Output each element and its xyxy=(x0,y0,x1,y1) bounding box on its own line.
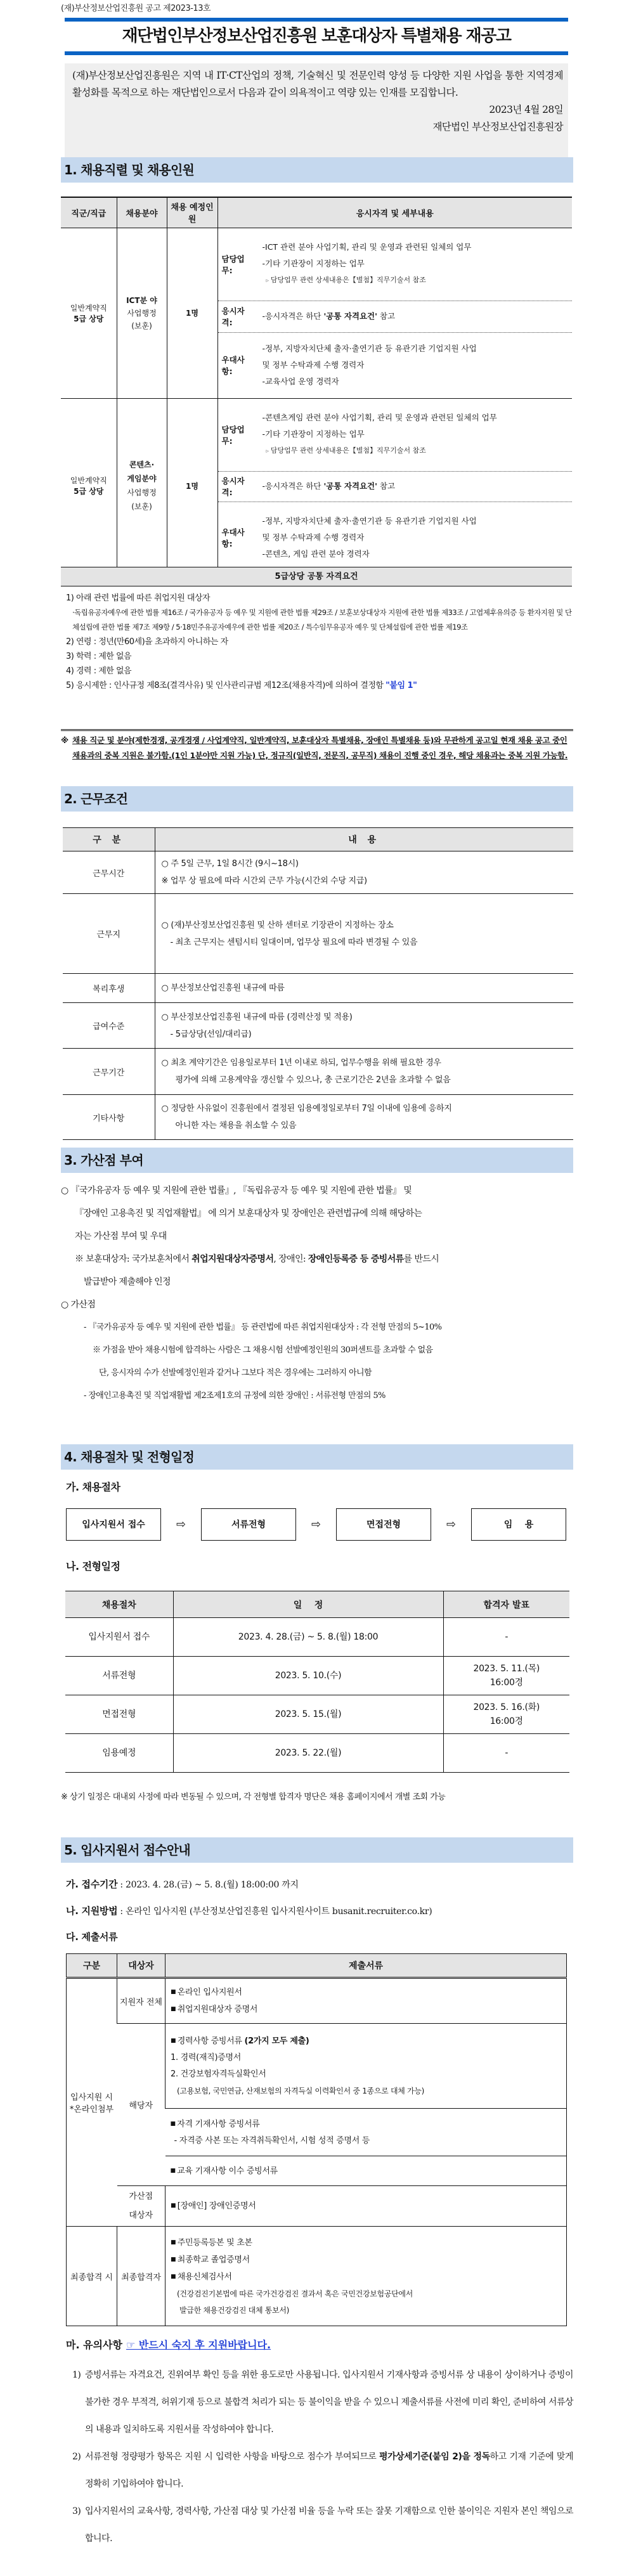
procedure-flow xyxy=(66,1508,573,1541)
application-method: 나. 지원방법 : 온라인 입사지원 (부산정보산업진흥원 입사지원사이트 busanit.recruiter.co.kr) xyxy=(66,1905,432,1917)
qual-block: 응시자격: -응시자격은 하단 '공통 자격요건' 참고 xyxy=(218,301,573,333)
docs-row-career: 해당자 ■ 경력사항 증빙서류 (2가지 모두 제출) 1. 경력(재직)증명서 2. 건강보험자격득실확인서 (고용보험, 국민연금, 산재보험의 자격득실 이력확인서 중 1종으로 대체 가능) xyxy=(67,2024,567,2109)
duty-note: ▹ 담당업무 관련 상세내용은【별첨】직무기술서 참조 xyxy=(263,272,569,289)
work-conditions-table: 구 분 내 용 근무시간 ○ 주 5일 근무, 1일 8시간 (9시~18시) ※ 업무 상 필요에 따라 시간외 근무 가능(시간외 수당 지급) 근무지 ○ (재)부산정보산업진흥원 및 산하 센터로 기장관이 지정하는 장소 - 최초 근무지는 센텀시티 일대이며, 업무상 필요에 따라 변경될 수 있음 복리후생 ○ 부산정보산업진흥원 내규에 따름 급여수준 ○ 부산정보산업진흥원 내규에 따름 (경력산정 및 적용) - 5급상당(선임/대리급) 근무기간 ○ 최초 계약기간은 임용일로부터 1년 이내로 하되, 업무수행을 위해 필요한 경우 평가에 의해 고용계약을 갱신할 수 있으나, 총 근로기간은 2년을 초과할 수 없음 기타사항 ○ 정당한 사유없이 진흥원에서 결정된 임용예정일로부터 7일 이내에 임용에 응하지 아니한 자는 채용을 취소할 수 있음 xyxy=(63,827,573,1140)
flow-step-interview: 면접전형 xyxy=(336,1508,431,1541)
bonus-points-text: ○ 『국가유공자 등 예우 및 지원에 관한 법률』, 『독립유공자 등 예우 및 지원에 관한 법률』 및 『장애인 고용촉진 및 직업재활법』 에 의거 보훈대상자 및 장애인은 관련법규에 의해 해당하는 자는 가산점 부여 및 우대 ※ 보훈대상자: 국가보훈처에서 취업지원대상자증명서, 장애인: 장애인등록증 등 증빙서류를 반드시 발급받아 제출해야 인정 ○ 가산점 - 『국가유공자 등 예우 및 지원에 관한 법률』 등 관련법에 따른 취업지원대상자 : 각 전형 만점의 5~10% ※ 가점을 받아 채용시험에 합격하는 사람은 그 채용시험 선발예정인원의 30퍼센트를 초과할 수 없음 단, 응시자의 수가 선발예정인원과 같거나 그보다 적은 경우에는 그러하지 아니함 - 장애인고용촉진 및 직업재활법 제2조제1호의 규정에 의한 장애인 : 서류전형 만점의 5% xyxy=(61,1186,442,1401)
caution-item: 2) 서류전형 정량평가 항목은 지원 시 입력한 사항을 바탕으로 점수가 부여되므로 평가상세기준(붙임 2)을 정독하고 기재 기준에 맞게 정확히 기입하여야 합니다. xyxy=(72,2452,573,2489)
title-block xyxy=(65,18,568,55)
documents-table: 구분 대상자 제출서류 입사지원 시 *온라인첨부 지원자 전체 ■ 온라인 입사지원서 ■ 취업지원대상자 증명서 해당자 ■ 경력사항 증빙서류 (2가지 모두 제출) 1. 경력(재직)증명서 2. 건강보험자격득실확인서 (고용보험, 국민연금, 산재보험의 자격득실 이력확인서 중 1종으로 대체 가능) ■ 자격 기재사항 증빙서류 - 자격증 사본 또는 자격취득확인서, 시험 성적 증명서 등 ■ 교육 기재사항 이수 증빙서류 가산점 대상자 ■ [장애인] 장애인증명서 최종합격 시 최종합격자 ■ 주민등록등본 및 초본 ■ 최종학교 졸업증명서 ■ 채용신체검사서 (건강검진기본법에 따른 국가건강검진 결과서 혹은 국민건강보험공단에서 발급한 채용건강검진 대체 통보서) xyxy=(66,1953,567,2326)
schedule-table: 채용절차 일 정 합격자 발표 입사지원서 접수 2023. 4. 28.(금) ~ 5. 8.(월) 18:00 - 서류전형 2023. 5. 10.(수) 2023. 5. 11.(목) 16:00경 면접전형 2023. 5. 15.(월) 2023. 5. 16.(화) 16:00경 임용예정 2023. 5. 22.(월) - xyxy=(65,1591,569,1773)
flow-step-hire: 임 용 xyxy=(471,1508,566,1541)
job-grade: 일반계약직 5급 상당 xyxy=(61,398,117,573)
schedule-row: 임용예정 2023. 5. 22.(월) - xyxy=(65,1734,569,1773)
job-detail xyxy=(217,228,572,398)
docs-row-edu: ■ 교육 기재사항 이수 증빙서류 xyxy=(67,2156,567,2186)
job-grade: 일반계약직 5급 상당 xyxy=(61,228,117,398)
docs-row-bonus: 가산점 대상자 ■ [장애인] 장애인증명서 xyxy=(67,2186,567,2227)
caution-link[interactable]: ☞ 반드시 숙지 후 지원바랍니다. xyxy=(126,2339,271,2351)
law-list: ·독립유공자예우에 관한 법률 제16조 / 국가유공자 등 예우 및 지원에 관한 법률 제29조 / 보훈보상대상자 지원에 관한 법률 제33조 / 고엽제후유의증 등 환자지원 및 단체설립에 관한 법률 제7조 제9항 / 5·18민주유공자예우에 관한 법률 제20조 / 특수임무유공자 예우 및 단체설립에 관한 법률 제19조 xyxy=(72,608,572,631)
row-workplace: 근무지 ○ (재)부산정보산업진흥원 및 산하 센터로 기장관이 지정하는 장소 - 최초 근무지는 센텀시티 일대이며, 업무상 필요에 따라 변경될 수 있음 xyxy=(63,894,573,974)
duty-block: 담당업무: -ICT 관련 분야 사업기획, 관리 및 운영과 관련된 일체의 업무 -기타 기관장이 지정하는 업무 ▹ 담당업무 관련 상세내용은【별첨】직무기술서 참조 xyxy=(218,228,573,301)
attachment-1-link[interactable]: "붙임 1" xyxy=(386,681,417,690)
caution-list xyxy=(72,2362,573,2553)
flow-step-apply: 입사지원서 접수 xyxy=(66,1508,161,1541)
application-period: 가. 접수기간 : 2023. 4. 28.(금) ~ 5. 8.(월) 18:00:00 까지 xyxy=(66,1879,299,1890)
row-welfare: 복리후생 ○ 부산정보산업진흥원 내규에 따름 xyxy=(63,974,573,1003)
flow-step-document: 서류전형 xyxy=(201,1508,296,1541)
docs-row-all: 입사지원 시 *온라인첨부 지원자 전체 ■ 온라인 입사지원서 ■ 취업지원대상자 증명서 xyxy=(67,1978,567,2024)
arrow-right-icon: ⇨ xyxy=(176,1517,186,1531)
page-title: 재단법인부산정보산업진흥원 보훈대상자 특별채용 재공고 xyxy=(122,27,511,46)
procedure-subheading: 가. 채용절차 xyxy=(66,1481,120,1493)
th-grade: 직군/직급 xyxy=(61,197,117,228)
job-detail xyxy=(217,398,572,573)
docs-row-final: 최종합격 시 최종합격자 ■ 주민등록등본 및 초본 ■ 최종학교 졸업증명서 ■ 채용신체검사서 (건강검진기본법에 따른 국가건강검진 결과서 혹은 국민건강보험공단에서 발급한 채용건강검진 대체 통보서) xyxy=(67,2227,567,2326)
schedule-subheading: 나. 전형일정 xyxy=(66,1560,120,1572)
caution-item: 1) 증빙서류는 자격요건, 진위여부 확인 등을 위한 용도로만 사용됩니다. 입사지원서 기재사항과 증빙서류 상 내용이 상이하거나 증빙이 불가한 경우 부적격, 허위기재 등으로 불합격 처리가 되는 등 불이익을 받을 수 있으니 제출서류를 사전에 미리 확인, 준비하여 서류상의 내용과 일치하도록 지원서를 작성하여야 합니다. xyxy=(72,2370,573,2435)
docs-row-cert: ■ 자격 기재사항 증빙서류 - 자격증 사본 또는 자격취득확인서, 시험 성적 증명서 등 xyxy=(67,2109,567,2156)
schedule-row: 서류전형 2023. 5. 10.(수) 2023. 5. 11.(목) 16:00경 xyxy=(65,1657,569,1695)
row-period: 근무기간 ○ 최초 계약기간은 임용일로부터 1년 이내로 하되, 업무수행을 위해 필요한 경우 평가에 의해 고용계약을 갱신할 수 있으나, 총 근로기간은 2년을 초과할 수 없음 xyxy=(63,1049,573,1095)
schedule-row: 입사지원서 접수 2023. 4. 28.(금) ~ 5. 8.(월) 18:00 - xyxy=(65,1618,569,1657)
documents-subheading: 다. 제출서류 xyxy=(66,1931,118,1943)
job-row-ict xyxy=(61,228,572,398)
th-count: 채용 예정인원 xyxy=(167,197,217,228)
reference-mark: ※ xyxy=(61,735,68,745)
caution-heading: 마. 유의사항 ☞ 반드시 숙지 후 지원바랍니다. xyxy=(66,2339,271,2351)
section-4-heading: 4. 채용절차 및 전형일정 xyxy=(61,1444,573,1470)
intro-text: (재)부산정보산업진흥원은 지역 내 IT·CT산업의 정책, 기술혁신 및 전문인력 양성 등 다양한 지원 사업을 통한 지역경제 활성화를 목적으로 하는 재단법인으로서 다음과 같이 의욕적이고 역량 있는 인재를 모집합니다. xyxy=(72,70,563,98)
duplicate-application-notice: ※ 채용 직군 및 분야(제한경쟁, 공개경쟁 / 사업계약직, 일반계약직, 보훈대상자 특별채용, 장애인 특별채용 등)와 무관하게 공고일 현재 채용 공고 중인 채용과의 중복 지원은 불가함.(1인 1분야만 지원 가능) 단, 정규직(일반직, 전문직, 공무직) 채용이 진행 중인 경우, 해당 채용과는 중복 지원 가능함. xyxy=(61,729,573,763)
schedule-row: 면접전형 2023. 5. 15.(월) 2023. 5. 16.(화) 16:00경 xyxy=(65,1695,569,1734)
caution-item: 3) 입사지원서의 교육사항, 경력사항, 가산점 대상 및 가산점 비율 등을 누락 또는 잘못 기재함으로 인한 불이익은 지원자 본인 책임으로 합니다. xyxy=(72,2506,573,2544)
job-field: ICT분 야 사업행정 (보훈) xyxy=(117,228,167,398)
pref-block: 우대사항: -정부, 지방자치단체 출자·출연기관 등 유관기관 기업지원 사업 및 정부 수탁과제 수행 경력자 -교육사업 운영 경력자 xyxy=(221,344,477,386)
intro-box xyxy=(65,63,568,169)
apply-group: 입사지원 시 *온라인첨부 xyxy=(67,1978,117,2227)
doc-number: (재)부산정보산업진흥원 공고 제2023-13호 xyxy=(61,4,211,13)
pref-block: 우대사항: -정부, 지방자치단체 출자·출연기관 등 유관기관 기업지원 사업 및 정부 수탁과제 수행 경력자 -콘텐츠, 게임 관련 분야 경력자 xyxy=(221,515,477,559)
duty-note: ▹ 담당업무 관련 상세내용은【별첨】직무기술서 참조 xyxy=(263,443,569,460)
duty-block: 담당업무: -콘텐츠게임 관련 분야 사업기획, 관리 및 운영과 관련된 일체의 업무 -기타 기관장이 지정하는 업무 ▹ 담당업무 관련 상세내용은【별첨】직무기술서 참조 xyxy=(218,399,573,472)
schedule-note: ※ 상기 일정은 대내외 사정에 따라 변동될 수 있으며, 각 전형별 합격자 명단은 채용 홈페이지에서 개별 조회 가능 xyxy=(61,1792,446,1802)
intro-signature: 재단법인 부산정보산업진흥원장 xyxy=(432,121,563,133)
job-count: 1명 xyxy=(167,228,217,398)
section-1-heading: 1. 채용직렬 및 채용인원 xyxy=(61,157,573,183)
common-requirements-list: 1) 아래 관련 법률에 따른 취업지원 대상자 ·독립유공자예우에 관한 법률 제16조 / 국가유공자 등 예우 및 지원에 관한 법률 제29조 / 보훈보상대상자 지원에 관한 법률 제33조 / 고엽제후유의증 등 환자지원 및 단체설립에 관한 법률 제7조 제9항 / 5·18민주유공자예우에 관한 법률 제20조 / 특수임무유공자 예우 및 단체설립에 관한 법률 제19조 2) 연령 : 정년(만60세)을 초과하지 아니하는 자 3) 학력 : 제한 없음 4) 경력 : 제한 없음 5) 응시제한 : 인사규정 제8조(결격사유) 및 인사관리규범 제12조(채용자격)에 의하여 결정함 "붙임 1" xyxy=(66,591,573,693)
section-2-heading: 2. 근무조건 xyxy=(61,786,573,812)
section-3-heading: 3. 가산점 부여 xyxy=(61,1148,573,1173)
intro-date: 2023년 4월 28일 xyxy=(489,104,563,115)
th-detail: 응시자격 및 세부내용 xyxy=(217,197,572,228)
row-salary: 급여수준 ○ 부산정보산업진흥원 내규에 따름 (경력산정 및 적용) - 5급상당(선임/대리급) xyxy=(63,1003,573,1049)
th-field: 채용분야 xyxy=(117,197,167,228)
qual-block: 응시자격: -응시자격은 하단 '공통 자격요건' 참고 xyxy=(218,472,573,502)
arrow-right-icon: ⇨ xyxy=(311,1517,321,1531)
section-5-heading: 5. 입사지원서 접수안내 xyxy=(61,1837,573,1863)
row-other: 기타사항 ○ 정당한 사유없이 진흥원에서 결정된 임용예정일로부터 7일 이내에 임용에 응하지 아니한 자는 채용을 취소할 수 있음 xyxy=(63,1095,573,1140)
job-row-content xyxy=(61,398,572,573)
common-requirements-heading: 5급상당 공통 자격요건 xyxy=(61,567,572,586)
positions-table xyxy=(61,197,572,574)
job-count: 1명 xyxy=(167,398,217,573)
title-bottom-bar xyxy=(65,51,568,55)
job-field: 콘텐츠· 게임분야 사업행정 (보훈) xyxy=(117,398,167,573)
row-work-hours: 근무시간 ○ 주 5일 근무, 1일 8시간 (9시~18시) ※ 업무 상 필요에 따라 시간외 근무 가능(시간외 수당 지급) xyxy=(63,851,573,894)
arrow-right-icon: ⇨ xyxy=(446,1517,457,1531)
